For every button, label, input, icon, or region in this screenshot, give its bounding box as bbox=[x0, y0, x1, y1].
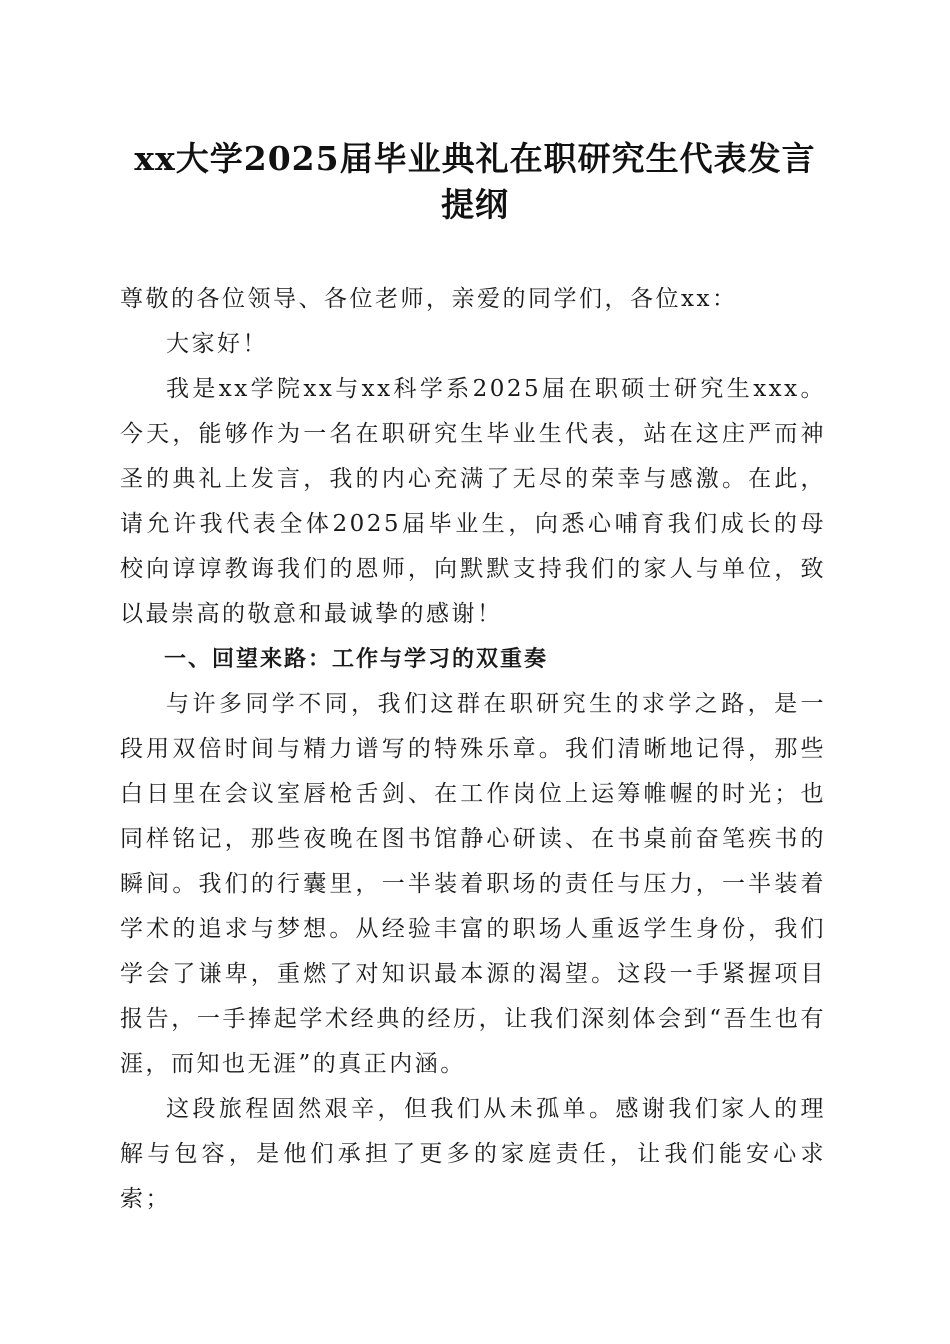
title-line-1: xx大学2025届毕业典礼在职研究生代表发言 bbox=[134, 139, 816, 178]
title-line-2: 提纲 bbox=[441, 185, 509, 224]
greeting: 大家好！ bbox=[166, 331, 268, 357]
salutation: 尊敬的各位领导、各位老师，亲爱的同学们，各位xx： bbox=[120, 286, 738, 312]
paragraph-work-study: 与许多同学不同，我们这群在职研究生的求学之路，是一段用双倍时间与精力谱写的特殊乐章。我们清晰地记得，那些白日里在会议室唇枪舌剑、在工作岗位上运筹帷幄的时光；也同样铭记，那些夜晚在图书馆静心研读、在书桌前奋笔疾书的瞬间。我们的行囊里，一半装着职场的责任与压力，一半装着学术的追求与梦想。从经验丰富的职场人重返学生身份，我们学会了谦卑，重燃了对知识最本源的渴望。这段一手紧握项目报告，一手捧起学术经典的经历，让我们深刻体会到“吾生也有涯，而知也无涯”的真正内涵。 bbox=[120, 691, 826, 1077]
document-title bbox=[100, 136, 850, 228]
paragraph-intro: 我是xx学院xx与xx科学系2025届在职硕士研究生xxx。今天，能够作为一名在职研究生毕业生代表，站在这庄严而神圣的典礼上发言，我的内心充满了无尽的荣幸与感激。在此，请允许我代表全体2025届毕业生，向悉心哺育我们成长的母校向谆谆教诲我们的恩师，向默默支持我们的家人与单位，致以最崇高的敬意和最诚挚的感谢！ bbox=[120, 376, 826, 627]
document-body bbox=[120, 277, 826, 1222]
section-heading-1: 一、回望来路：工作与学习的双重奏 bbox=[164, 647, 549, 672]
paragraph-gratitude: 这段旅程固然艰辛，但我们从未孤单。感谢我们家人的理解与包容，是他们承担了更多的家庭责任，让我们能安心求索； bbox=[120, 1096, 826, 1212]
